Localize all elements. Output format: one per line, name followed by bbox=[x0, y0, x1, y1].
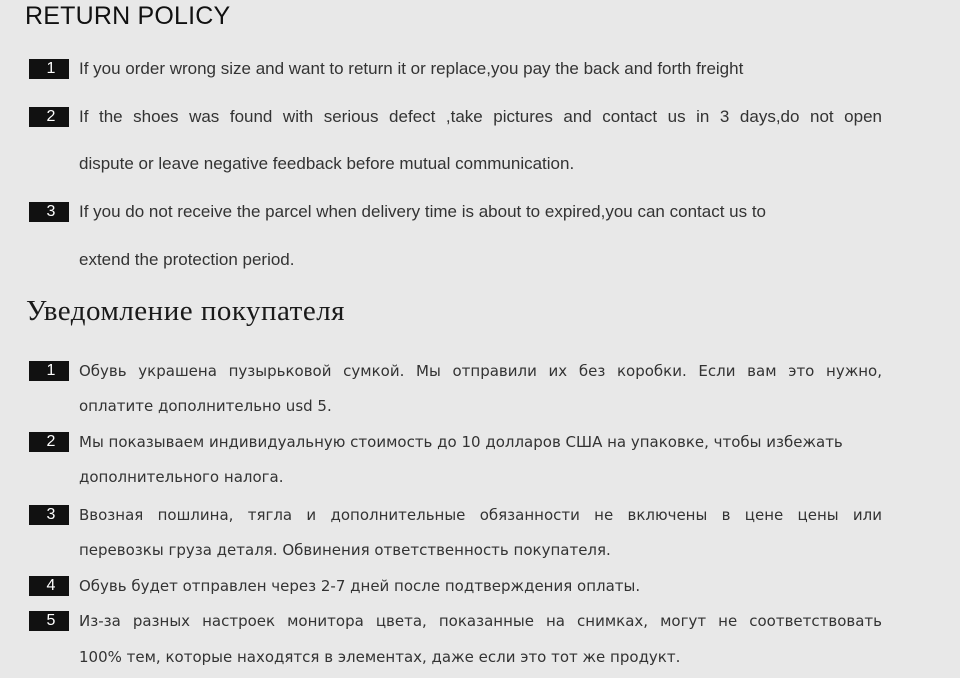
notice-line: Обувь украшена пузырьковой сумкой. Мы отправили их без коробки. Если вам это нужно, bbox=[79, 362, 882, 380]
buyer-notice-title: Уведомление покупателя bbox=[26, 295, 346, 327]
badge-number: 2 bbox=[46, 108, 56, 125]
notice-line: Мы показываем индивидуальную стоимость до 10 долларов США на упаковке, чтобы избежать bbox=[79, 433, 843, 451]
number-badge bbox=[29, 432, 69, 452]
number-badge bbox=[29, 611, 69, 631]
policy-line: dispute or leave negative feedback before mutual communication. bbox=[79, 154, 575, 173]
policy-line: extend the protection period. bbox=[79, 250, 295, 269]
policy-line: If the shoes was found with serious defect ,take pictures and contact us in 3 days,do not open bbox=[79, 107, 882, 126]
number-badge bbox=[29, 59, 69, 79]
number-badge bbox=[29, 576, 69, 596]
badge-number: 1 bbox=[46, 60, 56, 77]
policy-line: If you order wrong size and want to return it or replace,you pay the back and forth freight bbox=[79, 59, 744, 78]
badge-number: 5 bbox=[46, 612, 56, 629]
number-badge bbox=[29, 361, 69, 381]
badge-number: 3 bbox=[46, 203, 56, 220]
badge-number: 4 bbox=[46, 577, 56, 594]
notice-line: перевозкы груза деталя. Обвинения ответственность покупателя. bbox=[79, 541, 611, 559]
notice-line: дополнительного налога. bbox=[79, 468, 284, 486]
number-badge bbox=[29, 107, 69, 127]
notice-line: Из-за разных настроек монитора цвета, показанные на снимках, могут не соответствовать bbox=[79, 612, 882, 630]
notice-line: оплатите дополнительно usd 5. bbox=[79, 397, 332, 415]
badge-number: 1 bbox=[46, 362, 56, 379]
number-badge bbox=[29, 505, 69, 525]
notice-line: Ввозная пошлина, тягла и дополнительные обязанности не включены в цене цены или bbox=[79, 506, 882, 524]
badge-number: 2 bbox=[46, 433, 56, 450]
badge-number: 3 bbox=[46, 506, 56, 523]
notice-line: Обувь будет отправлен через 2-7 дней после подтверждения оплаты. bbox=[79, 577, 641, 595]
number-badge bbox=[29, 202, 69, 222]
notice-line: 100% тем, которые находятся в элементах, даже если это тот же продукт. bbox=[79, 648, 681, 666]
return-policy-title: RETURN POLICY bbox=[25, 2, 231, 30]
policy-line: If you do not receive the parcel when delivery time is about to expired,you can contact us to bbox=[79, 202, 766, 221]
